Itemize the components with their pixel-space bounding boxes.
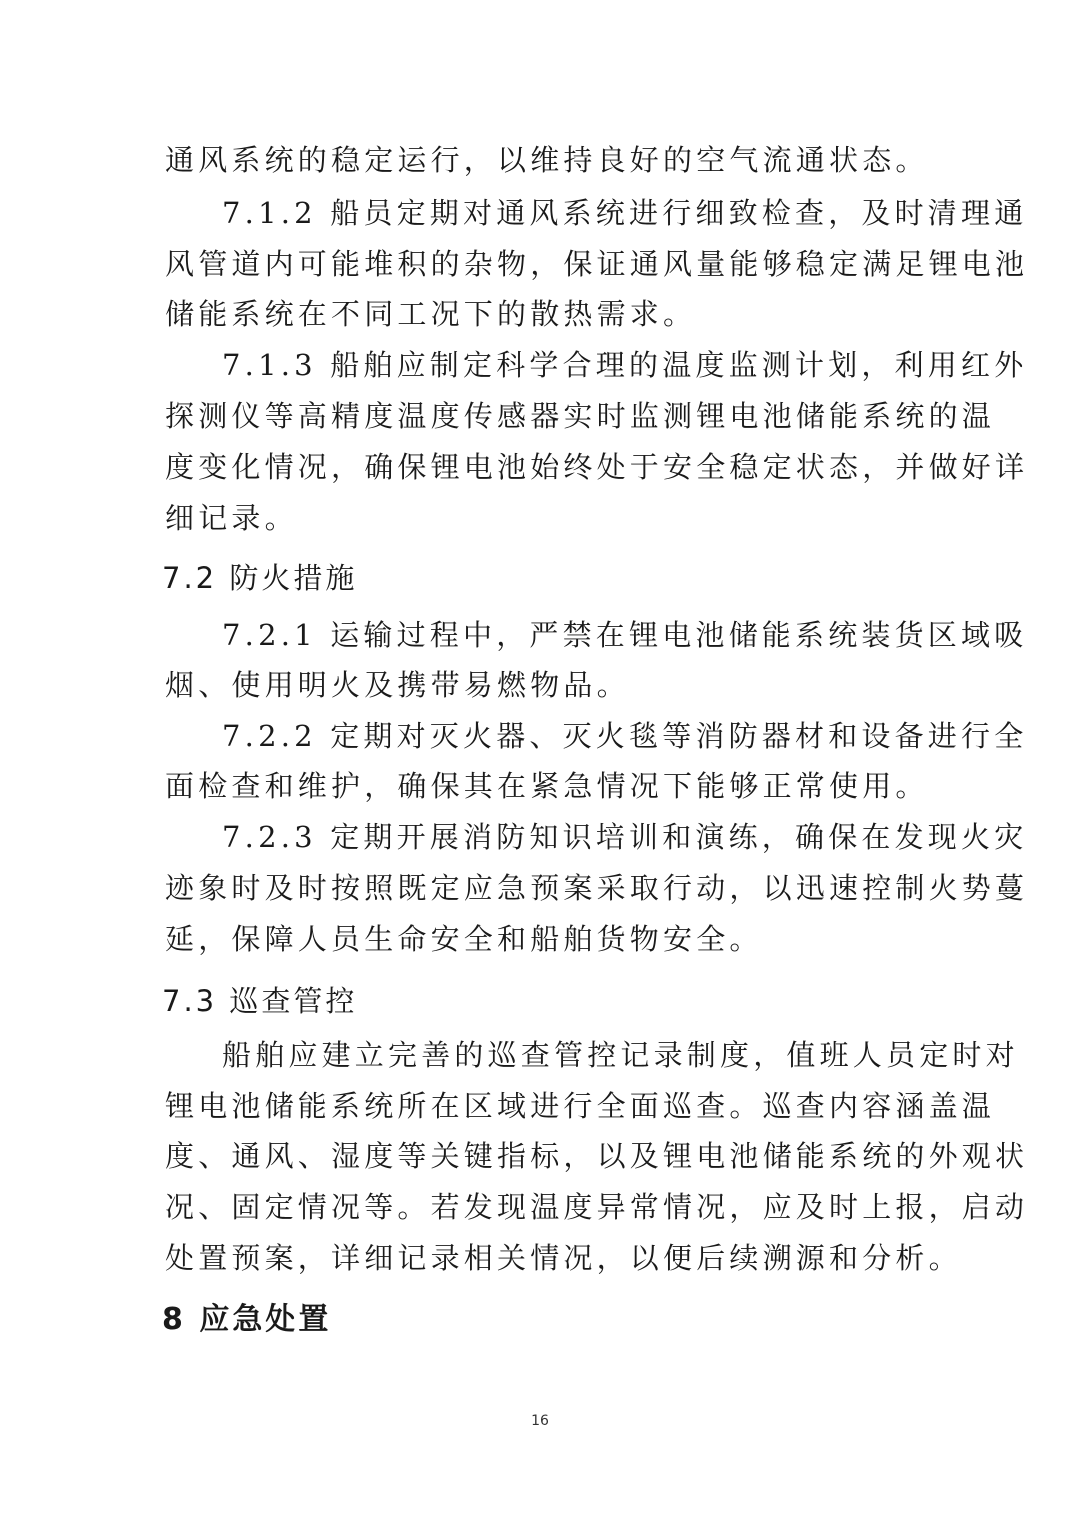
- section-heading: 7.3 巡查管控: [162, 984, 358, 1018]
- paragraph-line: 7.1.3 船舶应制定科学合理的温度监测计划，利用红外: [222, 348, 1028, 382]
- paragraph-line: 风管道内可能堆积的杂物，保证通风量能够稳定满足锂电池: [165, 247, 1029, 281]
- paragraph-line: 细记录。: [165, 501, 298, 535]
- paragraph-line: 7.1.2 船员定期对通风系统进行细致检查，及时清理通: [222, 196, 1028, 230]
- paragraph-line: 迹象时及时按照既定应急预案采取行动，以迅速控制火势蔓: [165, 871, 1029, 905]
- paragraph-line: 7.2.3 定期开展消防知识培训和演练，确保在发现火灾: [222, 820, 1028, 854]
- paragraph-line: 延，保障人员生命安全和船舶货物安全。: [165, 922, 763, 956]
- paragraph-line: 锂电池储能系统所在区域进行全面巡查。巡查内容涵盖温: [165, 1089, 996, 1123]
- paragraph-line: 7.2.2 定期对灭火器、灭火毯等消防器材和设备进行全: [222, 719, 1028, 753]
- section-heading: 7.2 防火措施: [162, 561, 358, 595]
- paragraph-line: 烟、使用明火及携带易燃物品。: [165, 668, 630, 702]
- paragraph-line: 7.2.1 运输过程中，严禁在锂电池储能系统装货区域吸: [222, 618, 1028, 652]
- paragraph-line: 度、通风、湿度等关键指标，以及锂电池储能系统的外观状: [165, 1139, 1029, 1173]
- paragraph-line: 储能系统在不同工况下的散热需求。: [165, 297, 697, 331]
- paragraph-line: 面检查和维护，确保其在紧急情况下能够正常使用。: [165, 769, 929, 803]
- paragraph-line: 度变化情况，确保锂电池始终处于安全稳定状态，并做好详: [165, 450, 1029, 484]
- paragraph-line: 况、固定情况等。若发现温度异常情况，应及时上报，启动: [165, 1190, 1029, 1224]
- page-number: 16: [531, 1413, 549, 1429]
- chapter-heading: 8 应急处置: [162, 1302, 332, 1337]
- paragraph-line: 船舶应建立完善的巡查管控记录制度，值班人员定时对: [222, 1038, 1019, 1072]
- paragraph-line: 处置预案，详细记录相关情况，以便后续溯源和分析。: [165, 1241, 962, 1275]
- paragraph-line: 通风系统的稳定运行，以维持良好的空气流通状态。: [165, 143, 929, 177]
- paragraph-line: 探测仪等高精度温度传感器实时监测锂电池储能系统的温: [165, 399, 996, 433]
